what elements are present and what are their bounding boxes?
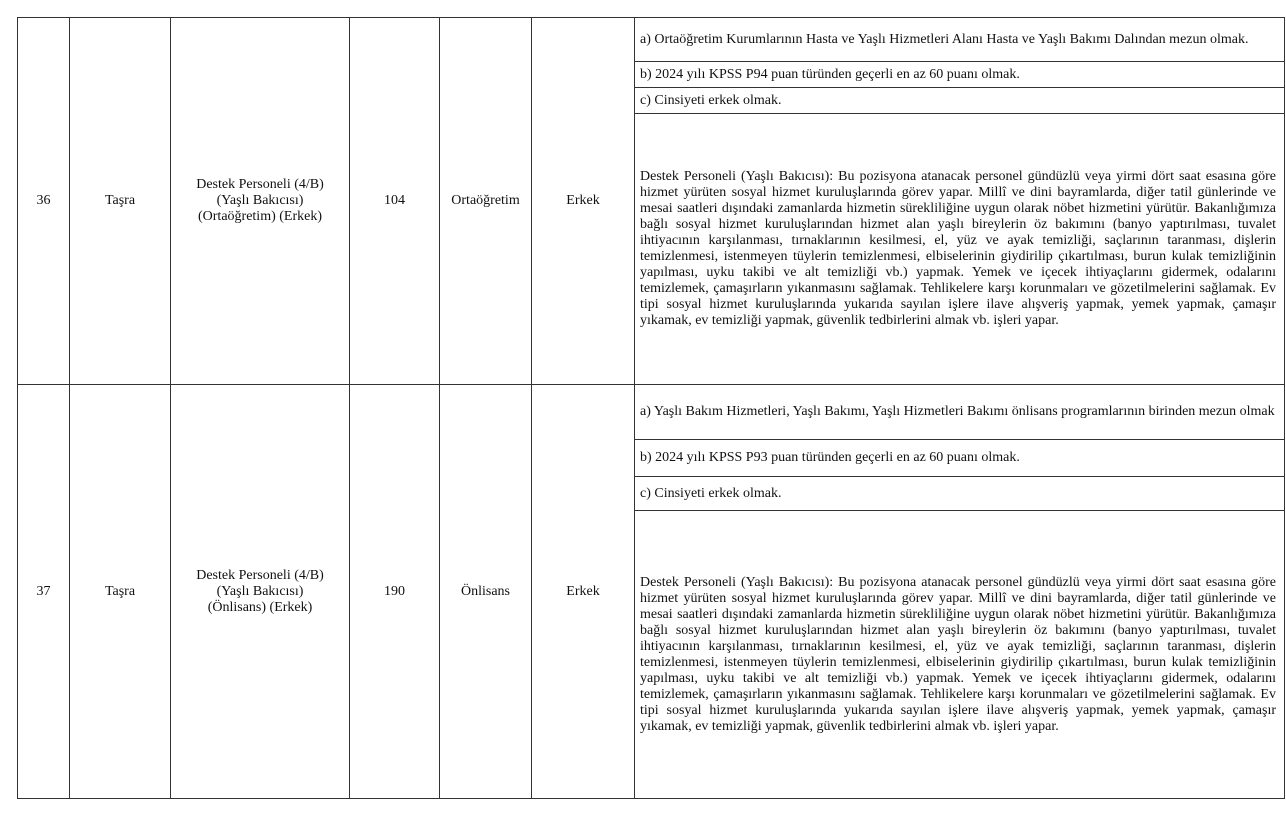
- position-title-line: Destek Personeli (4/B): [196, 177, 324, 192]
- gender-cell: Erkek: [532, 18, 635, 385]
- location-cell: Taşra: [70, 18, 171, 385]
- position-title-line: (Yaşlı Bakıcısı): [216, 193, 304, 208]
- positions-table: [17, 17, 1285, 799]
- table-row: [18, 18, 1285, 62]
- position-title-line: (Önlisans) (Erkek): [207, 599, 313, 615]
- education-cell: Önlisans: [440, 385, 532, 799]
- requirement-a: a) Ortaöğretim Kurumlarının Hasta ve Yaşlı Hizmetleri Alanı Hasta ve Yaşlı Bakımı Dalından mezun olmak.: [635, 18, 1285, 62]
- job-description: Destek Personeli (Yaşlı Bakıcısı): Bu pozisyona atanacak personel gündüzlü veya yirmi dört saat esasına göre hizmet yürüten sosyal hizmet kuruluşlarında görev yapar. Millî ve dini bayramlarda, diğer tatil günlerinde ve mesai saatleri dışındaki zamanlarda hizmetin sürekliliğine uygun olarak nöbet hizmetini yürütür. Bakanlığımıza bağlı sosyal hizmet kuruluşlarından hizmet alan yaşlı bireylerin öz bakımını (banyo yaptırılması, tuvalet ihtiyacının karşılanması, tırnaklarının kesilmesi, el, yüz ve ayak temizliği, saçlarının taranması, dişlerin temizlenmesi, istenmeyen tüylerin temizlenmesi, elbiselerinin giydirilip çıkartılması, burun kulak temizliğinin yapılması, uyku takibi ve alt temizliği vb.) yapmak. Yemek ve içecek ihtiyaçlarını gidermek, odalarını temizlemek, çamaşırların yıkanmasını sağlamak. Tehlikelere karşı korunmaları ve gözetilmelerini sağlamak. Ev tipi sosyal hizmet kuruluşlarında yukarıda sayılan işlere ilave alışveriş yapmak, yemek yapmak, çamaşır yıkamak, ev temizliği yapmak, güvenlik tedbirlerini almak vb. işleri yapar.: [635, 511, 1285, 799]
- requirement-b: b) 2024 yılı KPSS P93 puan türünden geçerli en az 60 puanı olmak.: [635, 440, 1285, 477]
- position-title-line: (Ortaöğretim) (Erkek): [198, 209, 322, 224]
- gender-cell: Erkek: [532, 385, 635, 799]
- requirement-a: a) Yaşlı Bakım Hizmetleri, Yaşlı Bakımı, Yaşlı Hizmetleri Bakımı önlisans programlarının birinden mezun olmak: [635, 385, 1285, 440]
- quota-cell: 104: [350, 18, 440, 385]
- location-cell: Taşra: [70, 385, 171, 799]
- position-title-line: (Yaşlı Bakıcısı): [216, 583, 304, 599]
- job-description: Destek Personeli (Yaşlı Bakıcısı): Bu pozisyona atanacak personel gündüzlü veya yirmi dört saat esasına göre hizmet yürüten sosyal hizmet kuruluşlarında görev yapar. Millî ve dini bayramlarda, diğer tatil günlerinde ve mesai saatleri dışındaki zamanlarda hizmetin sürekliliğine uygun olarak nöbet hizmetini yürütür. Bakanlığımıza bağlı sosyal hizmet kuruluşlarından hizmet alan yaşlı bireylerin öz bakımını (banyo yaptırılması, tuvalet ihtiyacının karşılanması, tırnaklarının kesilmesi, el, yüz ve ayak temizliği, saçlarının taranması, dişlerin temizlenmesi, istenmeyen tüylerin temizlenmesi, elbiselerinin giydirilip çıkartılması, burun kulak temizliğinin yapılması, uyku takibi ve alt temizliği vb.) yapmak. Yemek ve içecek ihtiyaçlarını gidermek, odalarını temizlemek, çamaşırların yıkanmasını sağlamak. Tehlikelere karşı korunmaları ve gözetilmelerini sağlamak. Ev tipi sosyal hizmet kuruluşlarında yukarıda sayılan işlere ilave alışveriş yapmak, yemek yapmak, çamaşır yıkamak, ev temizliği yapmak, güvenlik tedbirlerini almak vb. işleri yapar.: [635, 114, 1285, 385]
- requirement-c: c) Cinsiyeti erkek olmak.: [635, 88, 1285, 114]
- position-number: 37: [18, 385, 70, 799]
- position-title: [171, 385, 350, 799]
- position-title: [171, 18, 350, 385]
- position-number: 36: [18, 18, 70, 385]
- requirement-b: b) 2024 yılı KPSS P94 puan türünden geçerli en az 60 puanı olmak.: [635, 62, 1285, 88]
- table-row: [18, 385, 1285, 440]
- education-cell: Ortaöğretim: [440, 18, 532, 385]
- position-title-line: Destek Personeli (4/B): [196, 567, 324, 583]
- requirement-c: c) Cinsiyeti erkek olmak.: [635, 477, 1285, 511]
- quota-cell: 190: [350, 385, 440, 799]
